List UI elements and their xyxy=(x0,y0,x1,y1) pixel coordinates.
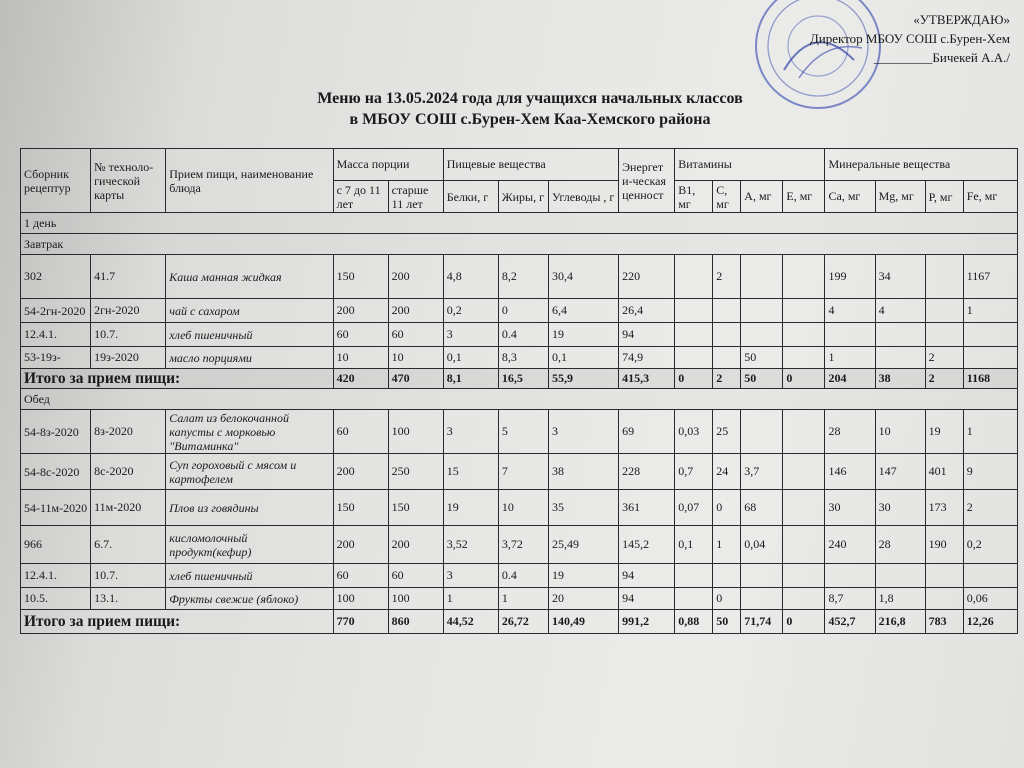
total-cell: 860 xyxy=(388,610,443,634)
recipe-collection-cell: 302 xyxy=(21,255,91,299)
header-vitamin-e: Е, мг xyxy=(783,181,825,213)
recipe-collection-cell: 10.5. xyxy=(21,588,91,610)
recipe-collection-cell: 54-2гн-2020 xyxy=(21,299,91,323)
value-cell: 361 xyxy=(619,490,675,526)
header-carbs: Углеводы , г xyxy=(548,181,618,213)
value-cell xyxy=(713,564,741,588)
value-cell: 94 xyxy=(619,323,675,347)
value-cell xyxy=(963,347,1017,369)
header-calcium: Са, мг xyxy=(825,181,875,213)
value-cell: 1 xyxy=(713,526,741,564)
value-cell: 200 xyxy=(333,454,388,490)
dish-name-cell: Фрукты свежие (яблоко) xyxy=(166,588,333,610)
dish-name-cell: Каша манная жидкая xyxy=(166,255,333,299)
recipe-collection-cell: 54-8с-2020 xyxy=(21,454,91,490)
value-cell: 19 xyxy=(925,410,963,454)
value-cell xyxy=(783,454,825,490)
value-cell: 28 xyxy=(875,526,925,564)
lunch-total-label: Итого за прием пищи: xyxy=(21,610,334,634)
menu-title-line-1: Меню на 13.05.2024 года для учащихся начальных классов xyxy=(317,90,743,107)
approval-signature-line: _________Бичекей А.А./ xyxy=(873,50,1010,65)
value-cell: 9 xyxy=(963,454,1017,490)
value-cell xyxy=(783,526,825,564)
total-cell: 55,9 xyxy=(548,369,618,389)
recipe-collection-cell: 54-8з-2020 xyxy=(21,410,91,454)
value-cell xyxy=(825,564,875,588)
value-cell: 3 xyxy=(443,323,498,347)
menu-title-line-2: в МБОУ СОШ с.Бурен-Хем Каа-Хемского района xyxy=(349,111,711,128)
value-cell: 0 xyxy=(498,299,548,323)
value-cell: 74,9 xyxy=(619,347,675,369)
tech-card-cell: 19з-2020 xyxy=(91,347,166,369)
breakfast-total-label: Итого за прием пищи: xyxy=(21,369,334,389)
header-recipe-collection: Сборник рецептур xyxy=(21,149,91,213)
value-cell xyxy=(783,299,825,323)
value-cell xyxy=(925,299,963,323)
dish-name-cell: хлеб пшеничный xyxy=(166,564,333,588)
header-energy: Энергет и-ческая ценност xyxy=(619,149,675,213)
approval-block xyxy=(760,10,1010,67)
value-cell: 19 xyxy=(548,323,618,347)
value-cell xyxy=(925,588,963,610)
value-cell xyxy=(783,588,825,610)
total-cell: 16,5 xyxy=(498,369,548,389)
recipe-collection-cell: 54-11м-2020 xyxy=(21,490,91,526)
value-cell: 0,1 xyxy=(675,526,713,564)
value-cell: 3 xyxy=(443,564,498,588)
value-cell xyxy=(675,255,713,299)
value-cell xyxy=(741,588,783,610)
value-cell xyxy=(783,490,825,526)
value-cell xyxy=(925,564,963,588)
dish-name-cell: кисломолочный продукт(кефир) xyxy=(166,526,333,564)
value-cell xyxy=(875,323,925,347)
value-cell xyxy=(675,323,713,347)
value-cell: 100 xyxy=(333,588,388,610)
lunch-row xyxy=(21,588,1018,610)
total-cell: 26,72 xyxy=(498,610,548,634)
value-cell: 146 xyxy=(825,454,875,490)
value-cell: 220 xyxy=(619,255,675,299)
value-cell: 0 xyxy=(713,588,741,610)
value-cell: 2 xyxy=(925,347,963,369)
value-cell: 60 xyxy=(388,564,443,588)
lunch-section-row xyxy=(21,389,1018,410)
value-cell: 0,2 xyxy=(963,526,1017,564)
recipe-collection-cell: 12.4.1. xyxy=(21,323,91,347)
value-cell: 1,8 xyxy=(875,588,925,610)
header-protein: Белки, г xyxy=(443,181,498,213)
breakfast-row xyxy=(21,255,1018,299)
value-cell: 190 xyxy=(925,526,963,564)
menu-title xyxy=(230,88,830,130)
value-cell xyxy=(675,588,713,610)
value-cell xyxy=(741,255,783,299)
value-cell: 150 xyxy=(388,490,443,526)
lunch-total-row xyxy=(21,610,1018,634)
value-cell: 199 xyxy=(825,255,875,299)
value-cell: 10 xyxy=(498,490,548,526)
value-cell xyxy=(741,410,783,454)
value-cell: 35 xyxy=(548,490,618,526)
value-cell: 1 xyxy=(443,588,498,610)
value-cell: 240 xyxy=(825,526,875,564)
value-cell: 0 xyxy=(713,490,741,526)
lunch-row xyxy=(21,410,1018,454)
breakfast-row xyxy=(21,299,1018,323)
value-cell: 200 xyxy=(388,526,443,564)
tech-card-cell: 2гн-2020 xyxy=(91,299,166,323)
value-cell xyxy=(713,299,741,323)
dish-name-cell: Салат из белокочанной капусты с морковью "Витаминка" xyxy=(166,410,333,454)
value-cell: 228 xyxy=(619,454,675,490)
value-cell: 145,2 xyxy=(619,526,675,564)
value-cell: 100 xyxy=(388,588,443,610)
total-cell: 783 xyxy=(925,610,963,634)
value-cell: 150 xyxy=(333,490,388,526)
header-age-over-11: старше 11 лет xyxy=(388,181,443,213)
recipe-collection-cell: 12.4.1. xyxy=(21,564,91,588)
value-cell: 5 xyxy=(498,410,548,454)
total-cell: 12,26 xyxy=(963,610,1017,634)
value-cell: 0,2 xyxy=(443,299,498,323)
total-cell: 50 xyxy=(713,610,741,634)
value-cell: 38 xyxy=(548,454,618,490)
total-cell: 470 xyxy=(388,369,443,389)
value-cell xyxy=(783,255,825,299)
value-cell xyxy=(713,347,741,369)
header-vitamin-c: С, мг xyxy=(713,181,741,213)
value-cell: 2 xyxy=(963,490,1017,526)
value-cell: 15 xyxy=(443,454,498,490)
total-cell: 2 xyxy=(925,369,963,389)
breakfast-label: Завтрак xyxy=(21,234,1018,255)
value-cell xyxy=(741,299,783,323)
value-cell: 19 xyxy=(443,490,498,526)
value-cell: 8,7 xyxy=(825,588,875,610)
header-vitamin-a: А, мг xyxy=(741,181,783,213)
tech-card-cell: 6.7. xyxy=(91,526,166,564)
value-cell: 68 xyxy=(741,490,783,526)
value-cell: 34 xyxy=(875,255,925,299)
header-portion-mass: Масса порции xyxy=(333,149,443,181)
total-cell: 415,3 xyxy=(619,369,675,389)
value-cell: 100 xyxy=(388,410,443,454)
tech-card-cell: 10.7. xyxy=(91,564,166,588)
value-cell: 200 xyxy=(333,299,388,323)
total-cell: 8,1 xyxy=(443,369,498,389)
value-cell: 50 xyxy=(741,347,783,369)
value-cell: 60 xyxy=(333,410,388,454)
header-nutrients: Пищевые вещества xyxy=(443,149,618,181)
header-dish-name: Прием пищи, наименование блюда xyxy=(166,149,333,213)
value-cell: 0.4 xyxy=(498,564,548,588)
value-cell: 3,72 xyxy=(498,526,548,564)
value-cell xyxy=(783,347,825,369)
value-cell: 1 xyxy=(825,347,875,369)
tech-card-cell: 10.7. xyxy=(91,323,166,347)
header-iron: Fe, мг xyxy=(963,181,1017,213)
dish-name-cell: хлеб пшеничный xyxy=(166,323,333,347)
total-cell: 0 xyxy=(675,369,713,389)
value-cell: 60 xyxy=(333,323,388,347)
value-cell: 1 xyxy=(963,299,1017,323)
value-cell: 60 xyxy=(388,323,443,347)
value-cell: 10 xyxy=(875,410,925,454)
value-cell: 0,1 xyxy=(443,347,498,369)
header-age-7-11: с 7 до 11 лет xyxy=(333,181,388,213)
approval-heading: «УТВЕРЖДАЮ» xyxy=(913,12,1010,27)
value-cell xyxy=(963,323,1017,347)
header-vitamin-b1: В1, мг xyxy=(675,181,713,213)
value-cell xyxy=(963,564,1017,588)
total-cell: 991,2 xyxy=(619,610,675,634)
value-cell: 69 xyxy=(619,410,675,454)
total-cell: 71,74 xyxy=(741,610,783,634)
header-tech-card: № техноло-гической карты xyxy=(91,149,166,213)
recipe-collection-cell: 53-19з- xyxy=(21,347,91,369)
value-cell: 0,06 xyxy=(963,588,1017,610)
value-cell: 10 xyxy=(388,347,443,369)
value-cell: 0,03 xyxy=(675,410,713,454)
value-cell xyxy=(741,564,783,588)
value-cell xyxy=(825,323,875,347)
value-cell xyxy=(783,410,825,454)
lunch-row xyxy=(21,564,1018,588)
value-cell xyxy=(783,323,825,347)
value-cell xyxy=(675,564,713,588)
lunch-rows xyxy=(21,410,1018,610)
day-row xyxy=(21,213,1018,234)
header-row-top xyxy=(21,149,1018,181)
total-cell: 204 xyxy=(825,369,875,389)
breakfast-row xyxy=(21,323,1018,347)
value-cell: 94 xyxy=(619,588,675,610)
lunch-row xyxy=(21,454,1018,490)
value-cell: 30 xyxy=(875,490,925,526)
value-cell: 30,4 xyxy=(548,255,618,299)
value-cell: 28 xyxy=(825,410,875,454)
value-cell: 25 xyxy=(713,410,741,454)
value-cell: 173 xyxy=(925,490,963,526)
header-minerals: Минеральные вещества xyxy=(825,149,1018,181)
day-label: 1 день xyxy=(21,213,1018,234)
value-cell: 1167 xyxy=(963,255,1017,299)
value-cell: 60 xyxy=(333,564,388,588)
value-cell: 30 xyxy=(825,490,875,526)
value-cell xyxy=(675,347,713,369)
value-cell: 401 xyxy=(925,454,963,490)
header-magnesium: Mg, мг xyxy=(875,181,925,213)
approval-position: Директор МБОУ СОШ с.Бурен-Хем xyxy=(809,31,1010,46)
value-cell: 150 xyxy=(333,255,388,299)
value-cell: 3,52 xyxy=(443,526,498,564)
value-cell xyxy=(713,323,741,347)
total-cell: 2 xyxy=(713,369,741,389)
dish-name-cell: чай с сахаром xyxy=(166,299,333,323)
value-cell: 1 xyxy=(963,410,1017,454)
value-cell: 250 xyxy=(388,454,443,490)
value-cell xyxy=(741,323,783,347)
lunch-row xyxy=(21,526,1018,564)
value-cell: 20 xyxy=(548,588,618,610)
value-cell: 7 xyxy=(498,454,548,490)
value-cell: 6,4 xyxy=(548,299,618,323)
value-cell: 0,04 xyxy=(741,526,783,564)
breakfast-rows xyxy=(21,255,1018,369)
header-fat: Жиры, г xyxy=(498,181,548,213)
dish-name-cell: Плов из говядины xyxy=(166,490,333,526)
total-cell: 0 xyxy=(783,610,825,634)
total-cell: 770 xyxy=(333,610,388,634)
value-cell xyxy=(875,564,925,588)
value-cell: 24 xyxy=(713,454,741,490)
header-phosphorus: Р, мг xyxy=(925,181,963,213)
lunch-row xyxy=(21,490,1018,526)
value-cell: 0,1 xyxy=(548,347,618,369)
tech-card-cell: 8з-2020 xyxy=(91,410,166,454)
value-cell: 1 xyxy=(498,588,548,610)
value-cell: 4 xyxy=(875,299,925,323)
breakfast-section-row xyxy=(21,234,1018,255)
value-cell: 200 xyxy=(388,255,443,299)
value-cell xyxy=(783,564,825,588)
total-cell: 0 xyxy=(783,369,825,389)
total-cell: 38 xyxy=(875,369,925,389)
value-cell: 8,2 xyxy=(498,255,548,299)
total-cell: 1168 xyxy=(963,369,1017,389)
value-cell: 19 xyxy=(548,564,618,588)
value-cell: 0,7 xyxy=(675,454,713,490)
value-cell: 0.4 xyxy=(498,323,548,347)
value-cell: 4 xyxy=(825,299,875,323)
value-cell: 10 xyxy=(333,347,388,369)
value-cell: 4,8 xyxy=(443,255,498,299)
total-cell: 0,88 xyxy=(675,610,713,634)
value-cell: 200 xyxy=(388,299,443,323)
value-cell xyxy=(925,323,963,347)
value-cell: 26,4 xyxy=(619,299,675,323)
value-cell: 147 xyxy=(875,454,925,490)
menu-table xyxy=(20,148,1018,634)
value-cell xyxy=(875,347,925,369)
recipe-collection-cell: 966 xyxy=(21,526,91,564)
value-cell: 8,3 xyxy=(498,347,548,369)
total-cell: 44,52 xyxy=(443,610,498,634)
total-cell: 50 xyxy=(741,369,783,389)
dish-name-cell: масло порциями xyxy=(166,347,333,369)
value-cell: 94 xyxy=(619,564,675,588)
value-cell: 2 xyxy=(713,255,741,299)
value-cell: 3 xyxy=(443,410,498,454)
total-cell: 216,8 xyxy=(875,610,925,634)
value-cell: 200 xyxy=(333,526,388,564)
value-cell xyxy=(675,299,713,323)
value-cell: 3 xyxy=(548,410,618,454)
header-vitamins: Витамины xyxy=(675,149,825,181)
value-cell: 25,49 xyxy=(548,526,618,564)
value-cell: 0,07 xyxy=(675,490,713,526)
breakfast-total-row xyxy=(21,369,1018,389)
tech-card-cell: 11м-2020 xyxy=(91,490,166,526)
lunch-label: Обед xyxy=(21,389,1018,410)
breakfast-row xyxy=(21,347,1018,369)
tech-card-cell: 8с-2020 xyxy=(91,454,166,490)
value-cell xyxy=(925,255,963,299)
tech-card-cell: 41.7 xyxy=(91,255,166,299)
value-cell: 3,7 xyxy=(741,454,783,490)
dish-name-cell: Суп гороховый с мясом и картофелем xyxy=(166,454,333,490)
total-cell: 452,7 xyxy=(825,610,875,634)
tech-card-cell: 13.1. xyxy=(91,588,166,610)
total-cell: 140,49 xyxy=(548,610,618,634)
total-cell: 420 xyxy=(333,369,388,389)
